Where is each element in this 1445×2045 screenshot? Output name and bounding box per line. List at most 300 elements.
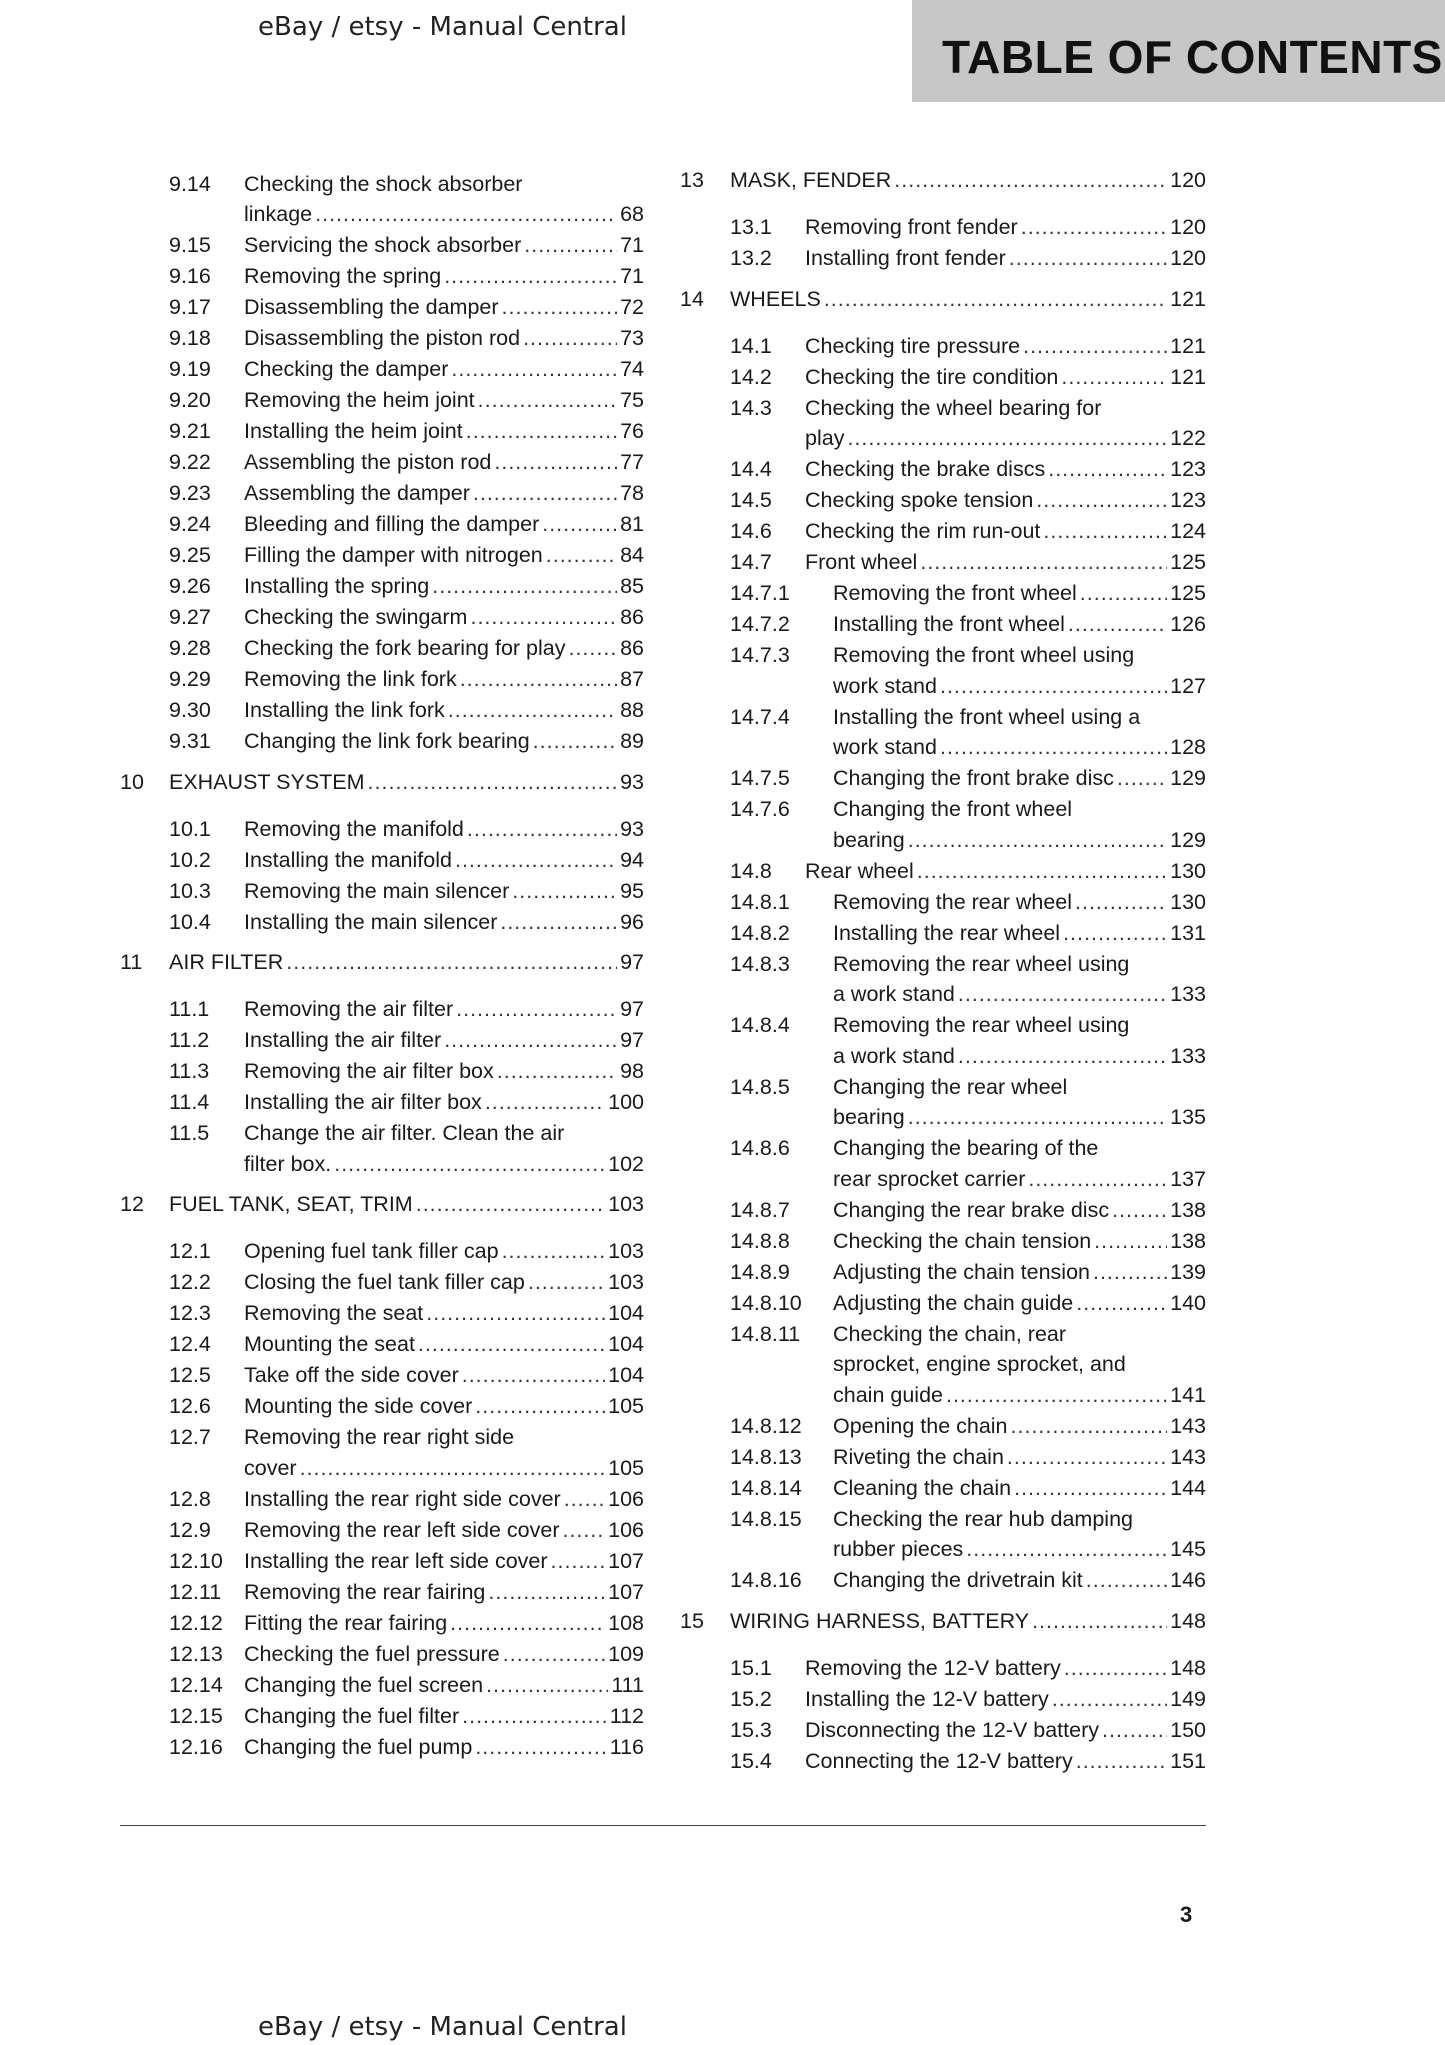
section-title-text: Installing the manifold [244, 847, 452, 872]
section-title-text: Servicing the shock absorber [244, 233, 522, 257]
section-title [805, 856, 1206, 887]
section-title [833, 1565, 1206, 1596]
toc-entry-row [120, 1298, 644, 1329]
section-number: 11.4 [169, 1090, 210, 1114]
section-number: 9.18 [169, 326, 211, 350]
section-title [244, 907, 644, 938]
section-title [833, 794, 1206, 855]
page-reference: 97 [620, 950, 644, 974]
section-title [833, 1504, 1206, 1565]
section-title [244, 354, 644, 385]
section-number: 9.14 [169, 171, 211, 196]
section-title-text: Installing the spring [244, 574, 430, 598]
section-title-text: cover [244, 1455, 297, 1480]
section-number: 14.8.16 [730, 1568, 802, 1592]
section-title-last-line [833, 918, 1206, 949]
section-title-line: Removing the rear right side [244, 1425, 515, 1449]
section-number: 14.7.4 [730, 704, 790, 729]
dot-leader [1021, 212, 1167, 243]
dot-leader [524, 230, 617, 261]
section-title [244, 540, 644, 571]
section-number: 14.8.7 [730, 1197, 790, 1222]
dot-leader [502, 1236, 606, 1267]
toc-entry-row [120, 1422, 644, 1483]
toc-entry-row [680, 640, 1206, 701]
section-title [833, 1133, 1206, 1194]
section-title [244, 261, 644, 292]
chapter-title-line [730, 1609, 1206, 1634]
dot-leader [958, 1041, 1167, 1072]
section-number: 12.3 [169, 1301, 211, 1325]
section-number: 10.1 [169, 816, 211, 841]
page-reference: 130 [1170, 858, 1206, 883]
dot-leader [426, 1298, 605, 1329]
dot-leader [542, 509, 617, 540]
section-title-last-line [244, 354, 644, 385]
section-title-last-line [244, 814, 644, 845]
section-title [805, 485, 1206, 516]
section-title-last-line [244, 199, 644, 230]
dot-leader [966, 1534, 1167, 1565]
section-title-last-line [244, 1329, 644, 1360]
toc-chapter-row [680, 287, 1206, 318]
toc-entry-row [120, 540, 644, 571]
toc-entry-row [120, 814, 644, 845]
page-reference: 133 [1170, 1043, 1206, 1068]
section-title-text: Mounting the seat [244, 1332, 415, 1356]
toc-entry-row [120, 1577, 644, 1608]
section-title-last-line [833, 1164, 1206, 1195]
page-reference: 116 [609, 1734, 644, 1759]
toc-entry-row [680, 794, 1206, 855]
dot-leader [1061, 362, 1167, 393]
dot-leader [486, 1670, 608, 1701]
toc-entry-row [680, 1319, 1206, 1411]
section-title-text: Changing the rear brake disc [833, 1197, 1110, 1222]
toc-entry-row [120, 633, 644, 664]
chapter-title-line [169, 1192, 644, 1217]
section-title [244, 509, 644, 540]
section-title [244, 1236, 644, 1267]
section-title [833, 609, 1206, 640]
dot-leader [466, 416, 617, 447]
section-title-last-line [244, 1391, 644, 1422]
section-title [833, 918, 1206, 949]
section-number: 14.5 [730, 488, 772, 512]
section-title-last-line [244, 1360, 644, 1391]
dot-leader [502, 292, 618, 323]
section-title-last-line [805, 547, 1206, 578]
section-title-last-line [805, 212, 1206, 243]
dot-leader [568, 633, 617, 664]
page-reference: 135 [1170, 1105, 1206, 1129]
section-title-last-line [833, 1534, 1206, 1565]
page-reference: 96 [620, 909, 644, 934]
section-title-text: Adjusting the chain tension [833, 1259, 1090, 1284]
dot-leader [462, 1701, 607, 1732]
section-title-last-line [244, 1236, 644, 1267]
section-title-text: play [805, 426, 845, 450]
section-title-last-line [805, 423, 1206, 454]
section-title-text: rear sprocket carrier [833, 1166, 1026, 1191]
section-title-line: Checking the rear hub damping [833, 1506, 1133, 1531]
page-reference: 120 [1170, 246, 1206, 270]
section-title-last-line [833, 1288, 1206, 1319]
page-reference: 71 [620, 264, 644, 288]
dot-leader [1052, 1684, 1167, 1715]
section-number: 9.25 [169, 543, 211, 567]
toc-entry-row [680, 1653, 1206, 1684]
dot-leader [551, 1546, 606, 1577]
section-title-text: Checking the chain tension [833, 1228, 1092, 1253]
section-title-text: Checking the fork bearing for play [244, 636, 566, 660]
page-reference: 141 [1170, 1382, 1206, 1407]
section-title [244, 1701, 644, 1732]
section-title [244, 695, 644, 726]
section-number: 9.20 [169, 388, 211, 412]
toc-entry-row [680, 1195, 1206, 1226]
chapter-title-line [730, 168, 1206, 193]
section-title-text: Removing the link fork [244, 667, 457, 691]
section-title-text: Assembling the damper [244, 481, 470, 505]
dot-leader [494, 447, 617, 478]
watermark-top: eBay / etsy - Manual Central [258, 12, 627, 42]
toc-entry-row [120, 1732, 644, 1763]
section-title-text: Opening the chain [833, 1413, 1008, 1438]
section-title [244, 1025, 644, 1056]
section-title-line: Checking the chain, rear [833, 1321, 1067, 1346]
section-title-text: Changing the fuel pump [244, 1734, 473, 1759]
page-reference: 87 [620, 667, 644, 691]
section-title-line: sprocket, engine sprocket, and [833, 1352, 1126, 1376]
section-number: 14.1 [730, 333, 772, 358]
dot-leader [1075, 887, 1167, 918]
section-number: 11.5 [169, 1121, 210, 1145]
section-title-last-line [244, 478, 644, 509]
page-reference: 103 [608, 1239, 644, 1263]
page-reference: 107 [608, 1548, 644, 1573]
section-number: 14.8.4 [730, 1013, 790, 1037]
page-reference: 94 [620, 847, 644, 872]
toc-entry-row [120, 509, 644, 540]
toc-entry-row [120, 1267, 644, 1298]
section-title-text: work stand [833, 735, 937, 759]
page-reference: 72 [620, 295, 644, 319]
dot-leader [1011, 1411, 1168, 1442]
section-title-last-line [244, 571, 644, 602]
toc-entry-row [120, 1701, 644, 1732]
section-title [805, 1653, 1206, 1684]
dot-leader [562, 1515, 605, 1546]
section-number: 14.8.11 [730, 1321, 801, 1346]
toc-entry-row [680, 1565, 1206, 1596]
section-title-last-line [244, 1484, 644, 1515]
page-reference: 109 [608, 1641, 644, 1666]
dot-leader [546, 540, 617, 571]
toc-chapter-row [120, 770, 644, 801]
toc-entry-row [120, 994, 644, 1025]
page-reference: 93 [620, 769, 644, 794]
dot-leader [946, 1380, 1167, 1411]
section-title-last-line [244, 261, 644, 292]
toc-entry-row [120, 726, 644, 757]
toc-entry-row [120, 1056, 644, 1087]
section-title-last-line [833, 1473, 1206, 1504]
section-number: 12.12 [169, 1610, 223, 1635]
toc-entry-row [120, 416, 644, 447]
section-number: 12.14 [169, 1672, 223, 1697]
section-title-text: Cleaning the chain [833, 1475, 1012, 1500]
section-title-text: Removing the front wheel [833, 581, 1077, 605]
section-title-last-line [833, 1195, 1206, 1226]
section-number: 14.2 [730, 364, 772, 389]
section-title [244, 1422, 644, 1483]
section-title-text: Removing the air filter box [244, 1059, 494, 1083]
section-title-last-line [244, 1453, 644, 1484]
section-number: 11.2 [169, 1028, 210, 1052]
section-title-last-line [244, 1546, 644, 1577]
toc-entry-row [120, 385, 644, 416]
section-title [244, 602, 644, 633]
toc-chapter-row [680, 1609, 1206, 1640]
toc-left-column [120, 168, 644, 1762]
dot-leader [455, 845, 617, 876]
section-number: 9.30 [169, 698, 211, 722]
section-title [805, 362, 1206, 393]
section-title-last-line [244, 1025, 644, 1056]
section-title-text: Removing the rear wheel [833, 889, 1073, 914]
section-number: 12.8 [169, 1486, 211, 1511]
section-title-line: Removing the rear wheel using [833, 1013, 1130, 1037]
section-title [244, 726, 644, 757]
section-title [244, 1732, 644, 1763]
page-reference: 105 [608, 1394, 644, 1418]
page-reference: 123 [1170, 457, 1206, 481]
dot-leader [467, 814, 617, 845]
section-title-last-line [244, 323, 644, 354]
section-title-text: Installing the 12-V battery [805, 1686, 1049, 1711]
page-reference: 107 [608, 1579, 644, 1604]
chapter-title: MASK, FENDER [730, 168, 892, 192]
toc-entry-row [680, 331, 1206, 362]
page-reference: 102 [608, 1151, 644, 1176]
section-title [244, 323, 644, 354]
toc-entry-row [680, 1411, 1206, 1442]
dot-leader [1023, 331, 1167, 362]
toc-entry-row [680, 1473, 1206, 1504]
section-number: 15.2 [730, 1686, 772, 1711]
toc-entry-row [120, 1118, 644, 1179]
chapter-title-line [169, 950, 644, 975]
section-title [244, 1267, 644, 1298]
page-reference: 146 [1170, 1568, 1206, 1592]
toc-entry-row [680, 485, 1206, 516]
section-title-text: Checking the tire condition [805, 364, 1059, 389]
dot-leader [456, 994, 617, 1025]
section-title [244, 1670, 644, 1701]
page-reference: 148 [1170, 1655, 1206, 1680]
section-title-last-line [244, 907, 644, 938]
section-number: 9.21 [169, 419, 211, 443]
page-reference: 125 [1170, 581, 1206, 605]
page-reference: 98 [620, 1059, 644, 1083]
section-title-last-line [833, 1257, 1206, 1288]
section-title [833, 1072, 1206, 1133]
toc-entry-row [680, 949, 1206, 1010]
section-number: 12.9 [169, 1517, 211, 1542]
chapter-title: EXHAUST SYSTEM [169, 769, 365, 794]
section-title-text: work stand [833, 673, 937, 698]
dot-leader [451, 354, 617, 385]
chapter-number: 10 [120, 769, 144, 794]
section-title-text: Installing the rear left side cover [244, 1548, 548, 1573]
section-title [244, 664, 644, 695]
section-title-text: Removing the main silencer [244, 878, 510, 903]
footer-divider [120, 1825, 1206, 1826]
toc-entry-row [120, 1236, 644, 1267]
section-number: 12.1 [169, 1239, 211, 1263]
section-title-last-line [244, 416, 644, 447]
section-title [805, 454, 1206, 485]
section-title-line: Change the air filter. Clean the air [244, 1121, 565, 1145]
dot-leader [497, 1056, 617, 1087]
dot-leader [500, 907, 617, 938]
section-title-text: Fitting the rear fairing [244, 1610, 448, 1635]
section-title-text: Installing the link fork [244, 698, 445, 722]
watermark-bottom: eBay / etsy - Manual Central [258, 2012, 627, 2042]
page-reference: 112 [609, 1703, 644, 1728]
dot-leader [894, 168, 1167, 193]
section-title [244, 292, 644, 323]
section-title-line: Installing the front wheel using a [833, 704, 1141, 729]
section-title [833, 1411, 1206, 1442]
section-title [244, 994, 644, 1025]
section-number: 9.22 [169, 450, 211, 474]
page-reference: 149 [1170, 1686, 1206, 1711]
section-number: 10.2 [169, 847, 211, 872]
toc-entry-row [120, 695, 644, 726]
section-title-last-line [805, 1715, 1206, 1746]
section-title-last-line [244, 695, 644, 726]
section-title-text: Removing the air filter [244, 997, 454, 1021]
chapter-title: AIR FILTER [169, 950, 284, 974]
page-title: TABLE OF CONTENTS [942, 31, 1443, 83]
section-title-line: Changing the front wheel [833, 797, 1073, 821]
page-reference: 121 [1170, 333, 1206, 358]
page-reference: 124 [1170, 519, 1206, 543]
dot-leader [1117, 763, 1167, 794]
section-title-text: Front wheel [805, 550, 918, 574]
section-title-text: Take off the side cover [244, 1363, 459, 1387]
section-number: 11.3 [169, 1059, 210, 1083]
page-reference: 105 [608, 1455, 644, 1480]
toc-entry-row [680, 1226, 1206, 1257]
section-title-text: Changing the fuel screen [244, 1672, 484, 1697]
page-reference: 73 [620, 326, 644, 350]
dot-leader [444, 1025, 617, 1056]
section-number: 9.29 [169, 667, 211, 691]
page-reference: 121 [1170, 364, 1206, 389]
toc-entry-row [680, 243, 1206, 274]
section-number: 14.8.1 [730, 889, 790, 914]
page-reference: 127 [1170, 673, 1206, 698]
section-title-last-line [244, 1298, 644, 1329]
dot-leader [917, 856, 1167, 887]
section-number: 14.7.1 [730, 581, 790, 605]
section-title-line: Removing the rear wheel using [833, 951, 1130, 976]
toc-entry-row [120, 1515, 644, 1546]
page-reference: 129 [1170, 827, 1206, 852]
section-number: 14.8.9 [730, 1259, 790, 1284]
toc-entry-row [120, 876, 644, 907]
dot-leader [1080, 578, 1167, 609]
toc-entry-row [680, 393, 1206, 454]
section-title [833, 578, 1206, 609]
section-title-text: chain guide [833, 1382, 943, 1407]
section-title-text: Installing front fender [805, 246, 1006, 270]
dot-leader [908, 1102, 1167, 1133]
toc-entry-row [120, 478, 644, 509]
dot-leader [300, 1453, 606, 1484]
section-title-text: Checking the damper [244, 357, 449, 381]
section-title-last-line [244, 540, 644, 571]
page-reference: 145 [1170, 1537, 1206, 1561]
section-number: 14.8.10 [730, 1290, 802, 1315]
section-title-last-line [244, 1267, 644, 1298]
section-title [805, 393, 1206, 454]
section-title-last-line [244, 385, 644, 416]
section-title [244, 1639, 644, 1670]
section-title-last-line [244, 1701, 644, 1732]
page-reference: 71 [620, 233, 644, 257]
section-number: 9.15 [169, 233, 211, 257]
section-title [833, 1257, 1206, 1288]
toc-chapter-row [120, 1192, 644, 1223]
page-reference: 138 [1170, 1228, 1206, 1253]
section-title-text: a work stand [833, 982, 955, 1006]
dot-leader [528, 1267, 605, 1298]
section-title-last-line [244, 1732, 644, 1763]
section-title-text: Installing the air filter [244, 1028, 442, 1052]
section-title [833, 1473, 1206, 1504]
dot-leader [315, 199, 617, 230]
page-reference: 89 [620, 729, 644, 753]
section-title [833, 702, 1206, 763]
section-number: 9.28 [169, 636, 211, 660]
section-title-text: Installing the air filter box [244, 1090, 482, 1114]
section-title-last-line [833, 887, 1206, 918]
section-title-text: rubber pieces [833, 1537, 964, 1561]
dot-leader [334, 1149, 605, 1180]
section-title [833, 1319, 1206, 1411]
section-title [805, 243, 1206, 274]
section-number: 14.8.3 [730, 951, 790, 976]
dot-leader [1014, 1473, 1167, 1504]
section-number: 15.4 [730, 1748, 772, 1773]
toc-entry-row [680, 1257, 1206, 1288]
section-title [805, 1715, 1206, 1746]
page-reference: 78 [620, 481, 644, 505]
section-title-text: Checking the swingarm [244, 605, 468, 629]
page-reference: 103 [608, 1270, 644, 1294]
page-reference: 106 [608, 1517, 644, 1542]
dot-leader [958, 979, 1167, 1010]
toc-entry-row [680, 887, 1206, 918]
section-number: 13.1 [730, 215, 772, 239]
chapter-number: 13 [680, 168, 704, 192]
section-title-text: Changing the fuel filter [244, 1703, 460, 1728]
section-title-text: Removing the 12-V battery [805, 1655, 1061, 1680]
